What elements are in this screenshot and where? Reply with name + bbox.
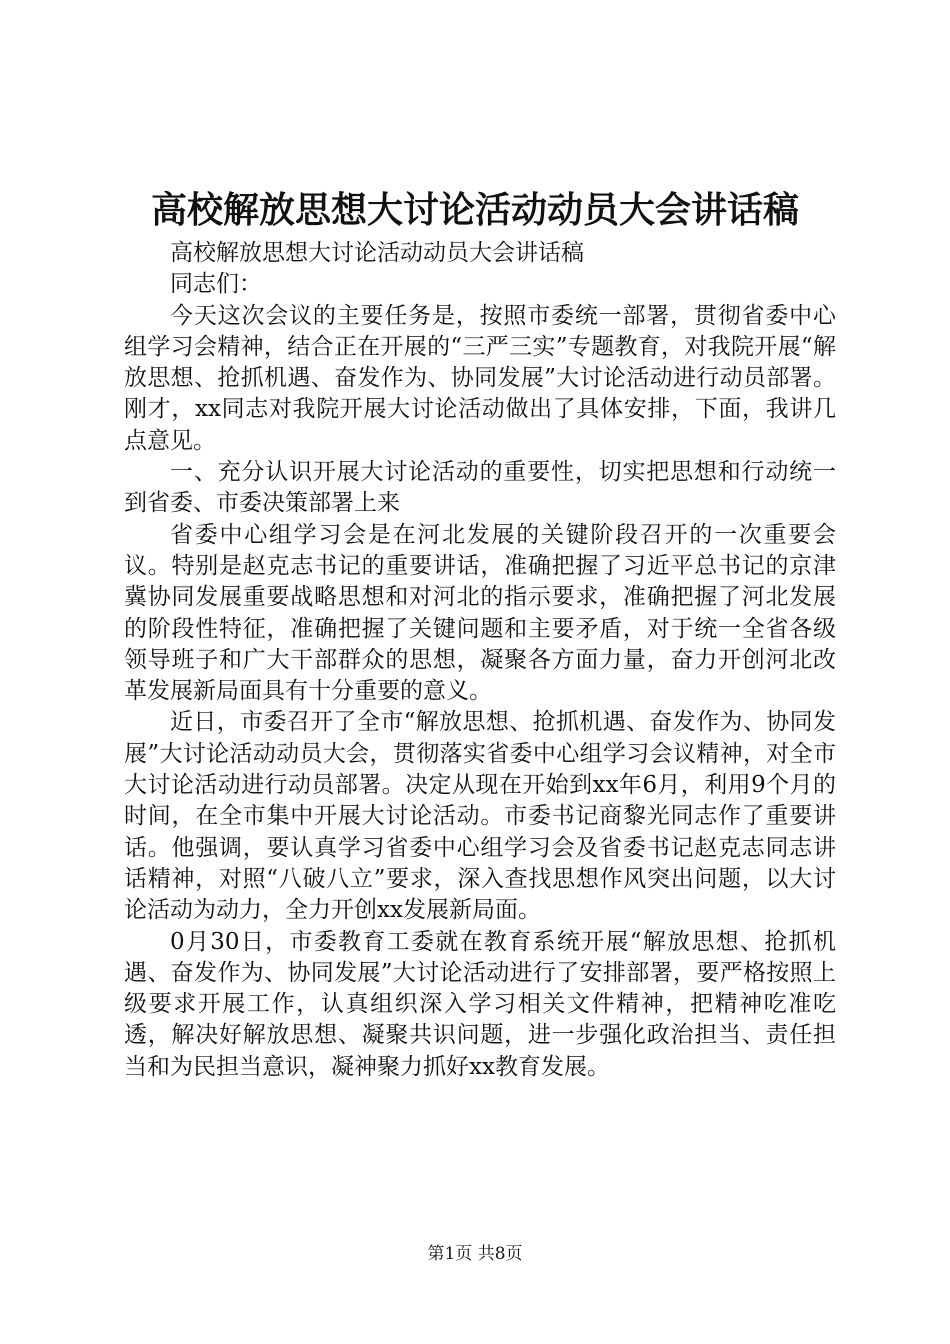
- page-number-footer: 第1页 共8页: [427, 1244, 523, 1264]
- paragraph-3: 近日，市委召开了全市“解放思想、抢抓机遇、奋发作为、协同发展”大讨论活动动员大会，贯彻落实省委中心组学习会议精神，对全市大讨论活动进行动员部署。决定从现在开始到xx年6月，利用9个月的时间，在全市集中开展大讨论活动。市委书记商黎光同志作了重要讲话。他强调，要认真学习省委中心组学习会及省委书记赵克志同志讲话精神，对照“八破八立”要求，深入查找思想作风突出问题，以大讨论活动为动力，全力开创xx发展新局面。: [124, 709, 836, 924]
- greeting: 同志们：: [170, 271, 262, 298]
- document-subtitle: 高校解放思想大讨论活动动员大会讲话稿: [170, 240, 584, 266]
- paragraph-4: 0月30日，市委教育工委就在教育系统开展“解放思想、抢抓机遇、奋发作为、协同发展”大讨论活动进行了安排部署，要严格按照上级要求开展工作，认真组织深入学习相关文件精神，把精神吃准吃透，解决好解放思想、凝聚共识问题，进一步强化政治担当、责任担当和为民担当意识，凝神聚力抓好xx教育发展。: [124, 928, 836, 1080]
- paragraph-2: 省委中心组学习会是在河北发展的关键阶段召开的一次重要会议。特别是赵克志书记的重要讲话，准确把握了习近平总书记的京津冀协同发展重要战略思想和对河北的指示要求，准确把握了河北发展的阶段性特征，准确把握了关键问题和主要矛盾，对于统一全省各级领导班子和广大干部群众的思想，凝聚各方面力量，奋力开创河北改革发展新局面具有十分重要的意义。: [124, 521, 836, 705]
- section-heading-1: 一、充分认识开展大讨论活动的重要性，切实把思想和行动统一到省委、市委决策部署上来: [124, 459, 836, 517]
- document-body: [124, 238, 836, 1083]
- document-title: 高校解放思想大讨论活动动员大会讲话稿: [150, 189, 799, 231]
- paragraph-1: 今天这次会议的主要任务是，按照市委统一部署，贯彻省委中心组学习会精神，结合正在开展的“三严三实”专题教育，对我院开展“解放思想、抢抓机遇、奋发作为、协同发展”大讨论活动进行动员部署。刚才，xx同志对我院开展大讨论活动做出了具体安排，下面，我讲几点意见。: [124, 302, 836, 454]
